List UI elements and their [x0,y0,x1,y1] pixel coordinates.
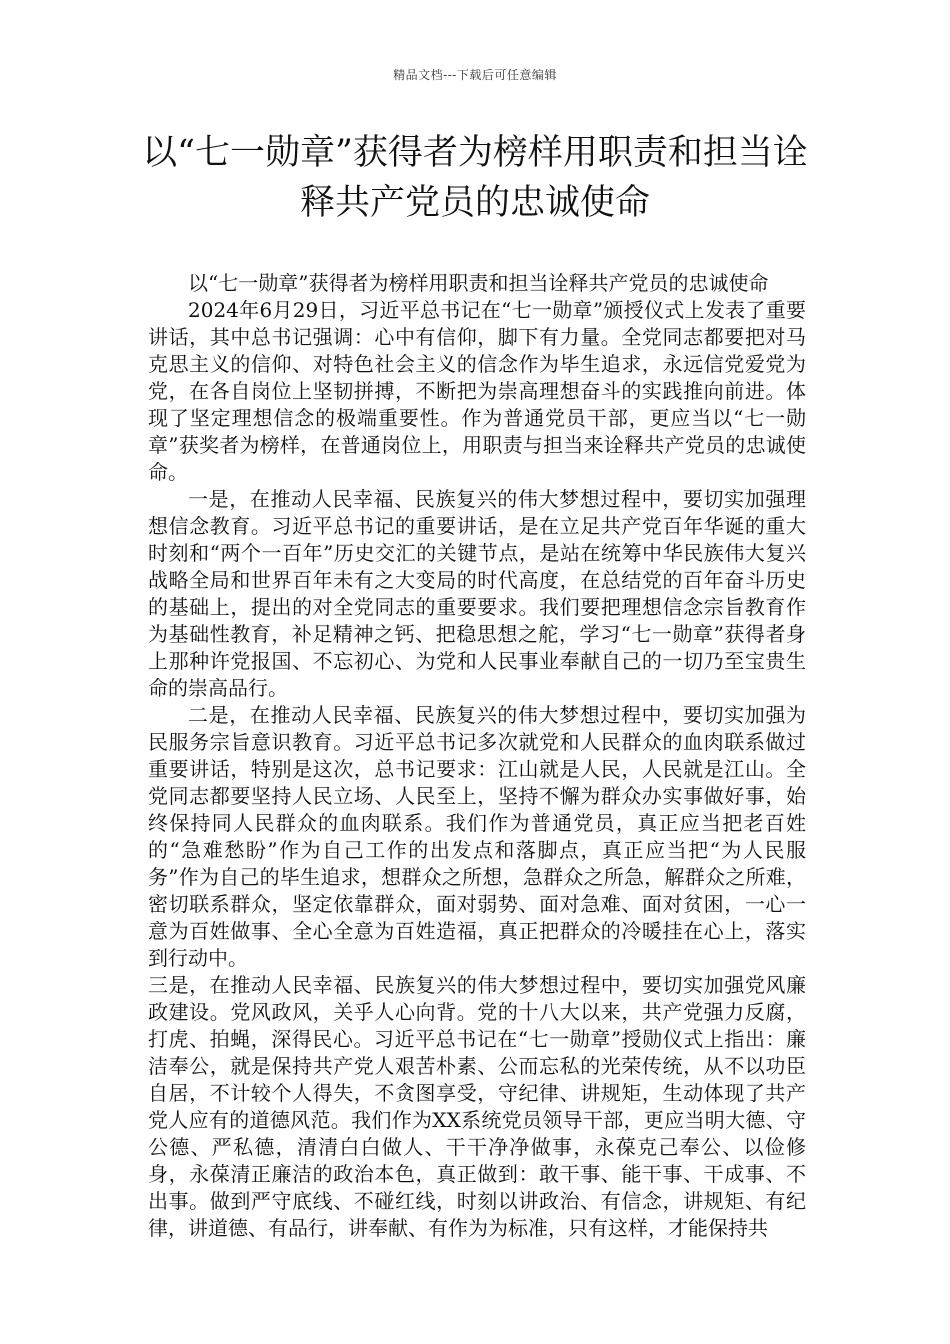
body-paragraph-heading: 以“七一勋章”获得者为榜样用职责和担当诠释共产党员的忠诚使命 [188,271,769,295]
header-note: 精品文档---下载后可任意编辑 [393,68,557,82]
body-paragraph: 二是，在推动人民幸福、民族复兴的伟大梦想过程中，要切实加强为民服务宗旨意识教育。习近平总书记多次就党和人民群众的血肉联系做过重要讲话，特别是这次，总书记要求：江山就是人民，人民就是江山。全党同志都要坚持人民立场、人民至上，坚持不懈为群众办实事做好事，始终保持同人民群众的血肉联系。我们作为普通党员，真正应当把老百姓的“急难愁盼”作为自己工作的出发点和落脚点，真正应当把“为人民服务”作为自己的毕生追求，想群众之所想，急群众之所急，解群众之所难，密切联系群众，坚定依靠群众，面对弱势、面对急难、面对贫困，一心一意为百姓做事、全心全意为百姓造福，真正把群众的冷暖挂在心上，落实到行动中。 [148,703,806,970]
document-body [148,270,806,1242]
body-paragraph: 三是，在推动人民幸福、民族复兴的伟大梦想过程中，要切实加强党风廉政建设。党风政风，关乎人心向背。党的十八大以来，共产党强力反腐，打虎、拍蝇，深得民心。习近平总书记在“七一勋章”授勋仪式上指出：廉洁奉公，就是保持共产党人艰苦朴素、公而忘私的光荣传统，从不以功臣自居，不计较个人得失，不贪图享受，守纪律、讲规矩，生动体现了共产党人应有的道德风范。我们作为XX系统党员领导干部，更应当明大德、守公德、严私德，清清白白做人、干干净净做事，永葆克己奉公、以俭修身，永葆清正廉洁的政治本色，真正做到：敢干事、能干事、干成事、不出事。做到严守底线、不碰红线，时刻以讲政治、有信念，讲规矩、有纪律，讲道德、有品行，讲奉献、有作为为标准，只有这样，才能保持共 [148,973,806,1240]
document-title: 以“七一勋章”获得者为榜样用职责和担当诠释共产党员的忠诚使命 [142,133,808,223]
body-paragraph: 一是，在推动人民幸福、民族复兴的伟大梦想过程中，要切实加强理想信念教育。习近平总书记的重要讲话，是在立足共产党百年华诞的重大时刻和“两个一百年”历史交汇的关键节点，是站在统筹中华民族伟大复兴战略全局和世界百年未有之大变局的时代高度，在总结党的百年奋斗历史的基础上，提出的对全党同志的重要要求。我们要把理想信念宗旨教育作为基础性教育，补足精神之钙、把稳思想之舵，学习“七一勋章”获得者身上那种许党报国、不忘初心、为党和人民事业奉献自己的一切乃至宝贵生命的崇高品行。 [148,487,806,700]
body-paragraph: 2024年6月29日，习近平总书记在“七一勋章”颁授仪式上发表了重要讲话，其中总书记强调：心中有信仰，脚下有力量。全党同志都要把对马克思主义的信仰、对特色社会主义的信念作为毕生追求，永远信党爱党为党，在各自岗位上坚韧拼搏，不断把为崇高理想奋斗的实践推向前进。体现了坚定理想信念的极端重要性。作为普通党员干部，更应当以“七一勋章”获奖者为榜样，在普通岗位上，用职责与担当来诠释共产党员的忠诚使命。 [148,298,806,484]
